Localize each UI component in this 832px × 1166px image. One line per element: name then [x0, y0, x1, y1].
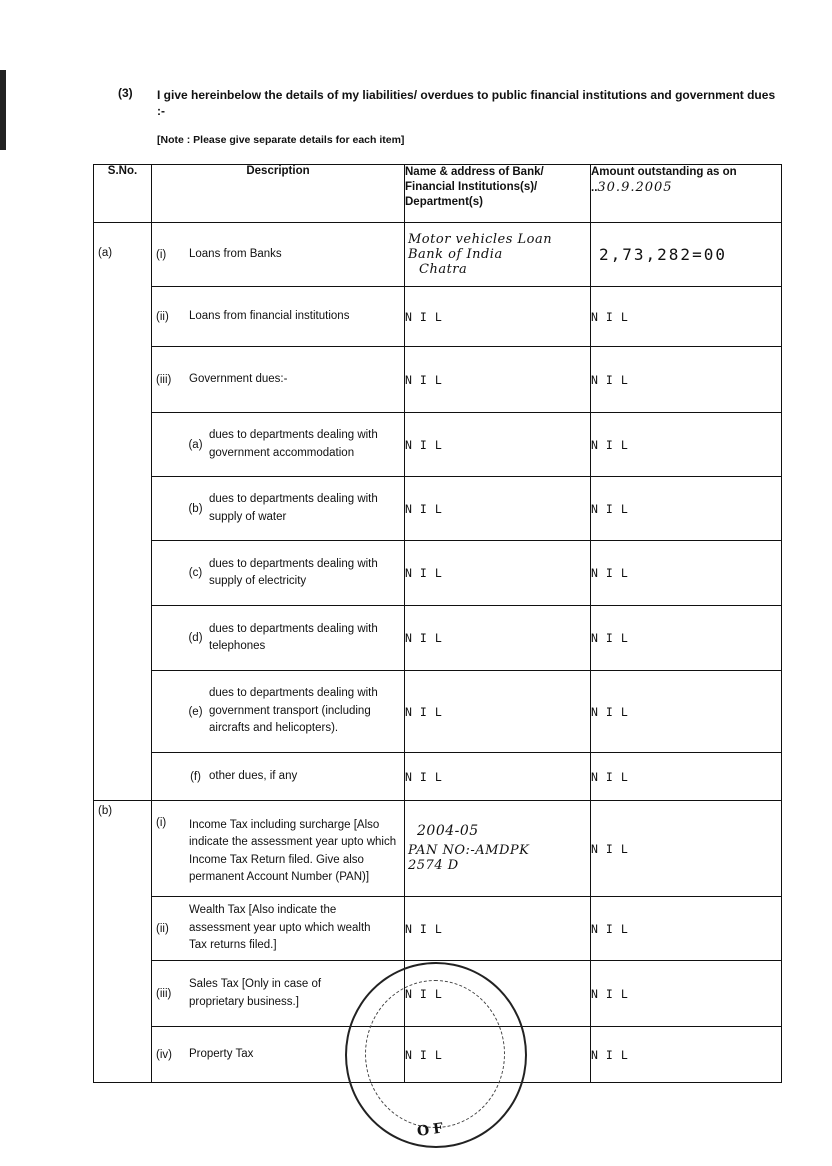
item-letter: (d): [188, 632, 203, 644]
amount-value: NIL: [591, 541, 782, 606]
table-row: [94, 1027, 782, 1083]
desc-telephones: [152, 606, 405, 671]
item-letter: (f): [190, 770, 201, 783]
amount-value: NIL: [591, 753, 782, 801]
header-sno: S.No.: [94, 165, 152, 223]
table-row: [94, 413, 782, 477]
handwritten-line: PAN NO:-AMDPK: [408, 843, 530, 858]
desc-transport: [152, 671, 405, 753]
desc-govt-dues: [152, 347, 405, 413]
bank-income-tax: [405, 801, 591, 897]
bank-value: NIL: [405, 477, 591, 541]
seal-text: OF: [416, 1119, 449, 1141]
item-description: Loans from Banks: [189, 247, 282, 260]
amount-loans-banks: [591, 223, 782, 287]
bank-value: NIL: [405, 347, 591, 413]
bank-value: NIL: [405, 897, 591, 961]
table-row: [94, 347, 782, 413]
item-letter: (e): [188, 705, 203, 718]
item-letter: (a): [188, 438, 203, 451]
item-description: Income Tax including surcharge [Also indicate the assessment year upto which Income Tax Return filed. Give also permanent Account Number (PAN)]: [189, 818, 397, 883]
item-description: Loans from financial institutions: [189, 309, 350, 322]
desc-loans-banks: [152, 223, 405, 287]
row-group-b-sno: (b): [94, 801, 152, 1083]
amount-value: NIL: [591, 606, 782, 671]
amount-value: NIL: [591, 413, 782, 477]
item-number: (iv): [156, 1048, 172, 1061]
bank-value: NIL: [405, 541, 591, 606]
handwritten-line: Chatra: [419, 262, 468, 277]
amount-value: NIL: [591, 1027, 782, 1083]
amount-value: NIL: [591, 961, 782, 1027]
desc-income-tax: [152, 801, 405, 897]
row-group-a-sno: (a): [94, 223, 152, 801]
desc-wealth-tax: [152, 897, 405, 961]
desc-electricity: [152, 541, 405, 606]
item-description: dues to departments dealing with government transport (including aircrafts and helicopters).: [209, 687, 378, 735]
item-description: Wealth Tax [Also indicate the assessment year upto which wealth Tax returns filed.]: [189, 904, 371, 952]
table-row: [94, 606, 782, 671]
item-letter: (c): [188, 567, 203, 579]
section-heading: I give hereinbelow the details of my liabilities/ overdues to public financial institutions and government dues :-: [157, 88, 776, 118]
amount-value: NIL: [591, 287, 782, 347]
item-description: other dues, if any: [209, 769, 298, 782]
bank-value: NIL: [405, 671, 591, 753]
bank-value: NIL: [405, 413, 591, 477]
header-description: Description: [152, 165, 405, 223]
handwritten-line: 2004-05: [417, 823, 479, 839]
desc-water: [152, 477, 405, 541]
handwritten-line: Bank of India: [408, 247, 503, 262]
item-description: dues to departments dealing with supply of electricity: [209, 557, 378, 587]
desc-other-dues: [152, 753, 405, 801]
item-number: (iii): [156, 987, 172, 1000]
amount-value: NIL: [591, 347, 782, 413]
bank-value: NIL: [405, 753, 591, 801]
table-row: [94, 287, 782, 347]
header-amount-date: 30.9.2005: [597, 180, 673, 195]
item-number: (iii): [156, 373, 172, 386]
item-number: (ii): [156, 922, 169, 935]
amount-value: NIL: [591, 477, 782, 541]
liabilities-table: [93, 164, 782, 1083]
item-description: dues to departments dealing with supply of water: [209, 493, 378, 523]
desc-accommodation: [152, 413, 405, 477]
table-row: [94, 477, 782, 541]
item-description: Government dues:-: [189, 372, 288, 385]
section-number: (3): [118, 86, 133, 100]
bank-value: NIL: [405, 1027, 591, 1083]
amount-value: NIL: [591, 897, 782, 961]
desc-loans-fi: [152, 287, 405, 347]
scan-edge-mark: [0, 70, 6, 150]
handwritten-line: 2574 D: [408, 858, 459, 873]
amount-value: NIL: [591, 801, 782, 897]
desc-property-tax: [152, 1027, 405, 1083]
desc-sales-tax: [152, 961, 405, 1027]
item-description: dues to departments dealing with telephones: [209, 622, 378, 652]
handwritten-amount: 2,73,282=00: [599, 245, 727, 264]
table-header-row: [94, 165, 782, 223]
table-row: [94, 223, 782, 287]
table-row: [94, 541, 782, 606]
amount-value: NIL: [591, 671, 782, 753]
bank-value: NIL: [405, 287, 591, 347]
table-row: [94, 801, 782, 897]
header-bank: Name & address of Bank/ Financial Institutions(s)/ Department(s): [405, 165, 591, 223]
item-number: (i): [156, 816, 167, 829]
item-number: (i): [156, 248, 167, 261]
bank-value: NIL: [405, 961, 591, 1027]
item-number: (ii): [156, 310, 169, 323]
header-amount: [591, 165, 782, 223]
header-amount-label: Amount outstanding as on ..: [591, 166, 737, 194]
bank-loans-banks: [405, 223, 591, 287]
section-note: [Note : Please give separate details for each item]: [157, 134, 405, 146]
table-row: [94, 753, 782, 801]
item-letter: (b): [188, 502, 203, 515]
bank-value: NIL: [405, 606, 591, 671]
table-row: [94, 671, 782, 753]
table-row: [94, 961, 782, 1027]
table-row: [94, 897, 782, 961]
item-description: Sales Tax [Only in case of proprietary business.]: [189, 978, 322, 1008]
item-description: dues to departments dealing with government accommodation: [209, 429, 378, 459]
item-description: Property Tax: [189, 1047, 254, 1060]
handwritten-line: Motor vehicles Loan: [408, 232, 553, 247]
